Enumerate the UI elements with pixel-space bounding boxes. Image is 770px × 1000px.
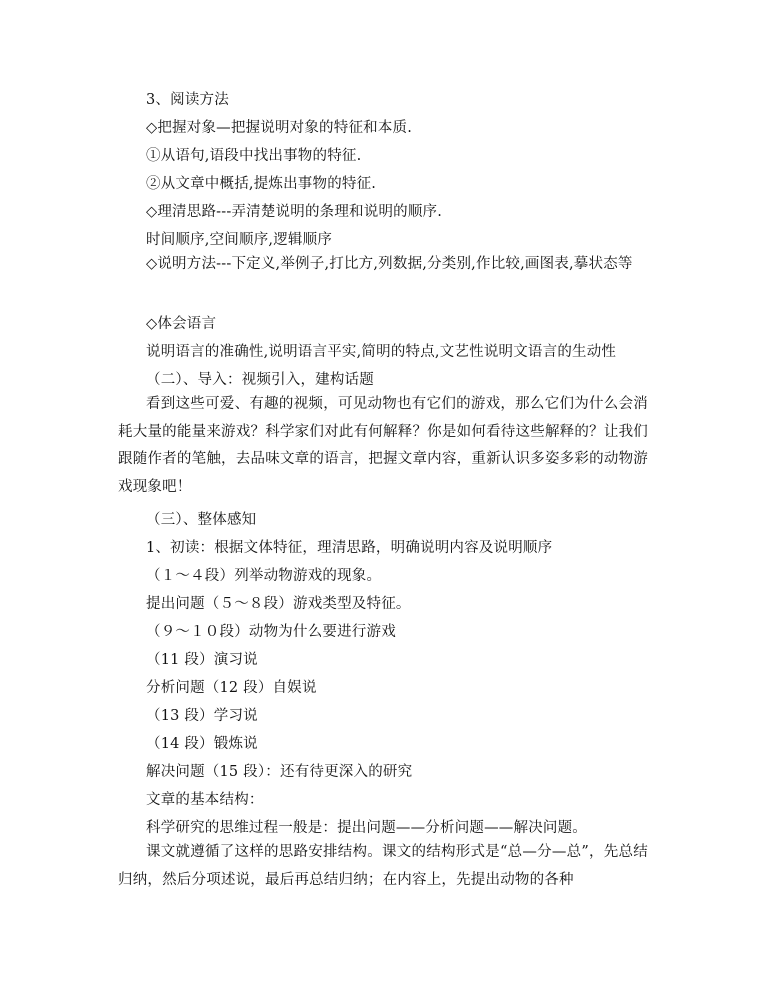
section-heading-overall-perception: （三）、整体感知 xyxy=(146,512,257,528)
outline-paragraph-13: （13 段）学习说 xyxy=(146,708,258,724)
outline-paragraphs-9-10: （９～１０段）动物为什么要进行游戏 xyxy=(146,624,396,640)
outline-paragraph-14: （14 段）锻炼说 xyxy=(146,736,258,752)
first-reading-task: 1、初读：根据文体特征，理清思路，明确说明内容及说明顺序 xyxy=(146,540,553,556)
item-from-article: ②从文章中概括,提炼出事物的特征. xyxy=(146,176,377,192)
bullet-grasp-object: ◇把握对象—把握说明对象的特征和本质. xyxy=(146,120,413,136)
bullet-appreciate-language: ◇体会语言 xyxy=(146,316,217,332)
paragraph-structure-description: 课文就遵循了这样的思路安排结构。课文的结构形式是“总—分—总”，先总结归纳，然后分项述说，最后再总结归纳；在内容上，先提出动物的各种 xyxy=(118,844,648,888)
item-from-sentences: ①从语句,语段中找出事物的特征. xyxy=(146,148,362,164)
outline-raise-question: 提出问题（５～８段）游戏类型及特征。 xyxy=(146,596,411,612)
scientific-thinking-process: 科学研究的思维过程一般是：提出问题——分析问题——解决问题。 xyxy=(146,820,587,836)
order-types: 时间顺序,空间顺序,逻辑顺序 xyxy=(146,232,333,248)
outline-paragraph-11: （11 段）演习说 xyxy=(146,652,258,668)
paragraph-introduction: 看到这些可爱、有趣的视频，可见动物也有它们的游戏，那么它们为什么会消耗大量的能量来游戏？科学家们对此有何解释？你是如何看待这些解释的？让我们跟随作者的笔触，去品味文章的语言，把握文章内容，重新认识多姿多彩的动物游戏现象吧！ xyxy=(118,396,648,495)
article-structure-heading: 文章的基本结构： xyxy=(146,792,264,808)
bullet-clarify-thinking: ◇理清思路---弄清楚说明的条理和说明的顺序. xyxy=(146,204,443,220)
language-features: 说明语言的准确性,说明语言平实,简明的特点,文艺性说明文语言的生动性 xyxy=(146,344,617,360)
outline-paragraphs-1-4: （１～４段）列举动物游戏的现象。 xyxy=(146,568,382,584)
outline-analyze-question: 分析问题（12 段）自娱说 xyxy=(146,680,317,696)
outline-solve-question: 解决问题（15 段）：还有待更深入的研究 xyxy=(146,764,413,780)
section-heading-introduction: （二）、导入：视频引入，建构话题 xyxy=(146,372,374,388)
section-heading-reading-method: 3、阅读方法 xyxy=(146,92,229,108)
paragraph-explanation-methods: ◇说明方法---下定义,举例子,打比方,列数据,分类别,作比较,画图表,摹状态等 xyxy=(146,256,633,272)
